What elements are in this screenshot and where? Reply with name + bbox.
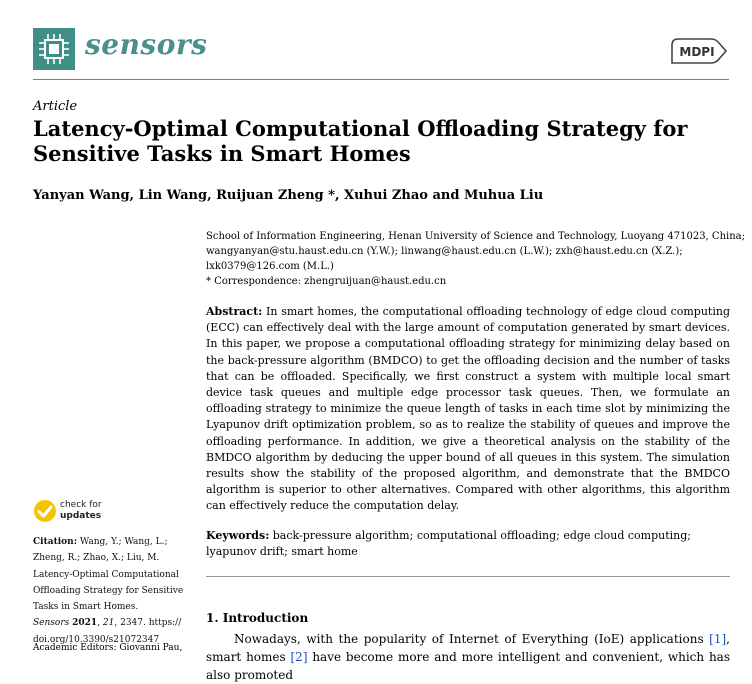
journal-logo-icon [33, 28, 75, 70]
introduction-paragraph [206, 630, 730, 684]
article-type: Article [33, 99, 78, 114]
correspondence[interactable]: * Correspondence: zhengruijuan@haust.edu.cn [206, 276, 447, 287]
affiliation-line: School of Information Engineering, Henan University of Science and Technology, Luoyang 471023, China; [206, 231, 745, 242]
article-title: Latency-Optimal Computational Offloading Strategy for Sensitive Tasks in Smart Homes [33, 116, 688, 166]
journal-name[interactable]: sensors [85, 28, 208, 61]
citation-year: 2021 [72, 618, 98, 629]
citation-block: Citation: Wang, Y.; Wang, L.; Zheng, R.; Zhao, X.; Liu, M. Latency-Optimal Computational Offloading Strategy for Sensitive Tasks in Smart Homes. Sensors 2021, 21, 2347. https:// doi.org/10.3390/s21072347 [33, 537, 184, 645]
check-updates-line1: check for [60, 500, 102, 510]
reference-link-1[interactable]: [1] [709, 632, 727, 646]
abstract [206, 304, 730, 515]
reference-link-2[interactable]: [2] [290, 650, 308, 664]
intro-text-b: , smart homes [206, 632, 730, 664]
author-list: Yanyan Wang, Lin Wang, Ruijuan Zheng *, Xuhui Zhao and Muhua Liu [33, 188, 544, 203]
check-for-updates-button[interactable] [33, 497, 153, 527]
citation-pages: , 2347. https:// [114, 618, 182, 629]
citation-label: Citation: [33, 537, 78, 547]
check-updates-line2: updates [60, 511, 102, 521]
abstract-text: In smart homes, the computational offloading technology of edge cloud computing (ECC) can effectively deal with the large amount of computation generated by smart devices. In this paper, we propose a computational offloading strategy for minimizing delay based on the back-pressure algorithm (BMDCO) to get the offloading decision and the number of tasks that can be offloaded. Specifically, we first construct a system with multiple local smart device task queues and multiple edge processor task queues. Then, we formulate an offloading strategy to minimize the queue length of tasks in each time slot by minimizing the Lyapunov drift optimization problem, so as to realize the stability of queues and improve the offloading performance. In addition, we give a theoretical analysis on the stability of the BMDCO algorithm by deducing the upper bound of all queues in this system. The simulation results show the stability of the proposed algorithm, and demonstrate that the BMDCO algorithm is superior to other alternatives. Compared with other algorithms, this algorithm can effectively reduce the computation delay. [206, 305, 730, 513]
intro-text-a: Nowadays, with the popularity of Internet of Everything (IoE) applications [234, 632, 710, 646]
affiliation-block [206, 229, 745, 289]
check-updates-icon [33, 499, 57, 523]
academic-editors: Academic Editors: Giovanni Pau, [33, 643, 183, 653]
section-divider [206, 576, 730, 577]
citation-doi-link[interactable]: doi.org/10.3390/s21072347 [33, 634, 160, 645]
author-email-extra[interactable]: lxk0379@126.com (M.L.) [206, 261, 334, 272]
publisher-logo[interactable] [669, 36, 729, 66]
journal-header [0, 0, 752, 80]
header-divider [33, 79, 729, 80]
keywords-text: back-pressure algorithm; computational offloading; edge cloud computing; lyapunov drift; smart home [206, 529, 692, 559]
abstract-label: Abstract: [206, 305, 263, 318]
intro-text-c: have become more and more intelligent and convenient, which has also promoted [206, 650, 730, 682]
citation-journal: Sensors [33, 618, 70, 629]
keywords [206, 528, 730, 560]
citation-text: Wang, Y.; Wang, L.; Zheng, R.; Zhao, X.; Liu, M. Latency-Optimal Computational Offloading Strategy for Sensitive Tasks in Smart Homes. [33, 537, 184, 613]
keywords-label: Keywords: [206, 529, 270, 542]
publisher-name: MDPI [679, 45, 715, 59]
citation-volume: 21 [102, 618, 115, 629]
author-emails[interactable]: wangyanyan@stu.haust.edu.cn (Y.W.); linwang@haust.edu.cn (L.W.); zxh@haust.edu.cn (X.Z.); [206, 246, 683, 257]
section-heading-introduction: 1. Introduction [206, 611, 309, 625]
